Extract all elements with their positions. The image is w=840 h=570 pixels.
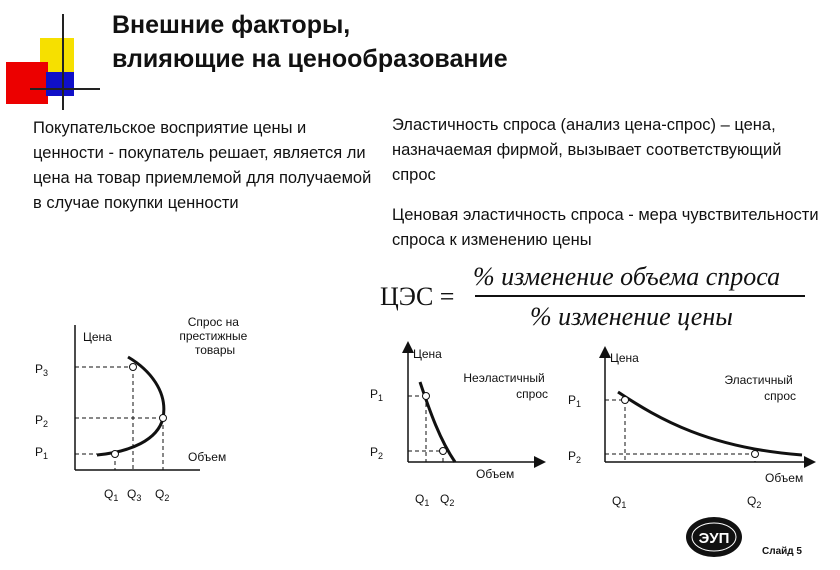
perception-paragraph: Покупательское восприятие цены и ценности - покупатель решает, является ли цена на товар приемлемой для получаемой в случае покупки ценности — [33, 119, 372, 212]
x-tick-label: $Q_2$ — [155, 487, 170, 503]
x-tick-label: $Q_1$ — [612, 494, 627, 510]
chart-inelastic-demand — [370, 347, 548, 508]
annotation — [463, 371, 548, 401]
formula-numerator: % изменение объема спроса — [473, 262, 781, 291]
x-axis-label: Объем — [476, 467, 515, 481]
data-point — [112, 451, 119, 458]
eup-logo — [686, 517, 742, 557]
x-axis-label: Объем — [765, 471, 804, 485]
annotation-line: спрос — [764, 389, 796, 403]
y-tick-label: $P_2$ — [370, 445, 384, 461]
y-tick-label: $P_2$ — [35, 413, 49, 429]
data-point — [622, 397, 629, 404]
x-tick-label: $Q_1$ — [415, 492, 430, 508]
y-tick-label: $P_1$ — [35, 445, 49, 461]
data-point — [423, 393, 430, 400]
y-tick-label: $P_1$ — [370, 387, 384, 403]
elasticity-paragraph: Эластичность спроса (анализ цена-спрос) – цена, назначаемая фирмой, вызывает соответствующий спрос — [392, 116, 782, 184]
formula-lhs: ЦЭС = — [380, 282, 455, 311]
price-elasticity-paragraph: Ценовая эластичность спроса - мера чувствительности спроса к изменению цены — [392, 206, 819, 249]
y-axis-label: Цена — [413, 347, 442, 361]
title-line-2: влияющие на ценообразование — [112, 45, 508, 73]
y-tick-label: $P_1$ — [568, 393, 582, 409]
annotation-line: престижные — [179, 329, 248, 343]
y-tick-label: $P_3$ — [35, 362, 49, 378]
annotation — [179, 315, 250, 357]
annotation-line: Эластичный — [724, 373, 793, 387]
demand-curve — [97, 357, 164, 455]
annotation — [724, 373, 796, 403]
chart-prestige-demand — [35, 315, 251, 503]
x-tick-label: $Q_3$ — [127, 487, 142, 503]
x-axis-label: Объем — [188, 450, 227, 464]
formula-denominator: % изменение цены — [530, 302, 733, 331]
x-tick-label: $Q_1$ — [104, 487, 119, 503]
y-axis-label: Цена — [610, 351, 639, 365]
annotation-line: спрос — [516, 387, 548, 401]
data-point — [130, 364, 137, 371]
data-point — [752, 451, 759, 458]
data-point — [160, 415, 167, 422]
annotation-line: Спрос на — [187, 315, 239, 329]
annotation-line: Неэластичный — [463, 371, 545, 385]
chart-elastic-demand — [568, 351, 810, 510]
y-tick-label: $P_2$ — [568, 449, 582, 465]
y-axis-label: Цена — [83, 330, 112, 344]
x-tick-label: $Q_2$ — [747, 494, 762, 510]
title-line-1: Внешние факторы, — [112, 11, 351, 39]
x-tick-label: $Q_2$ — [440, 492, 455, 508]
data-point — [440, 448, 447, 455]
annotation-line: товары — [194, 343, 236, 357]
slide-number: Слайд 5 — [762, 546, 802, 557]
logo-text: ЭУП — [698, 530, 730, 547]
